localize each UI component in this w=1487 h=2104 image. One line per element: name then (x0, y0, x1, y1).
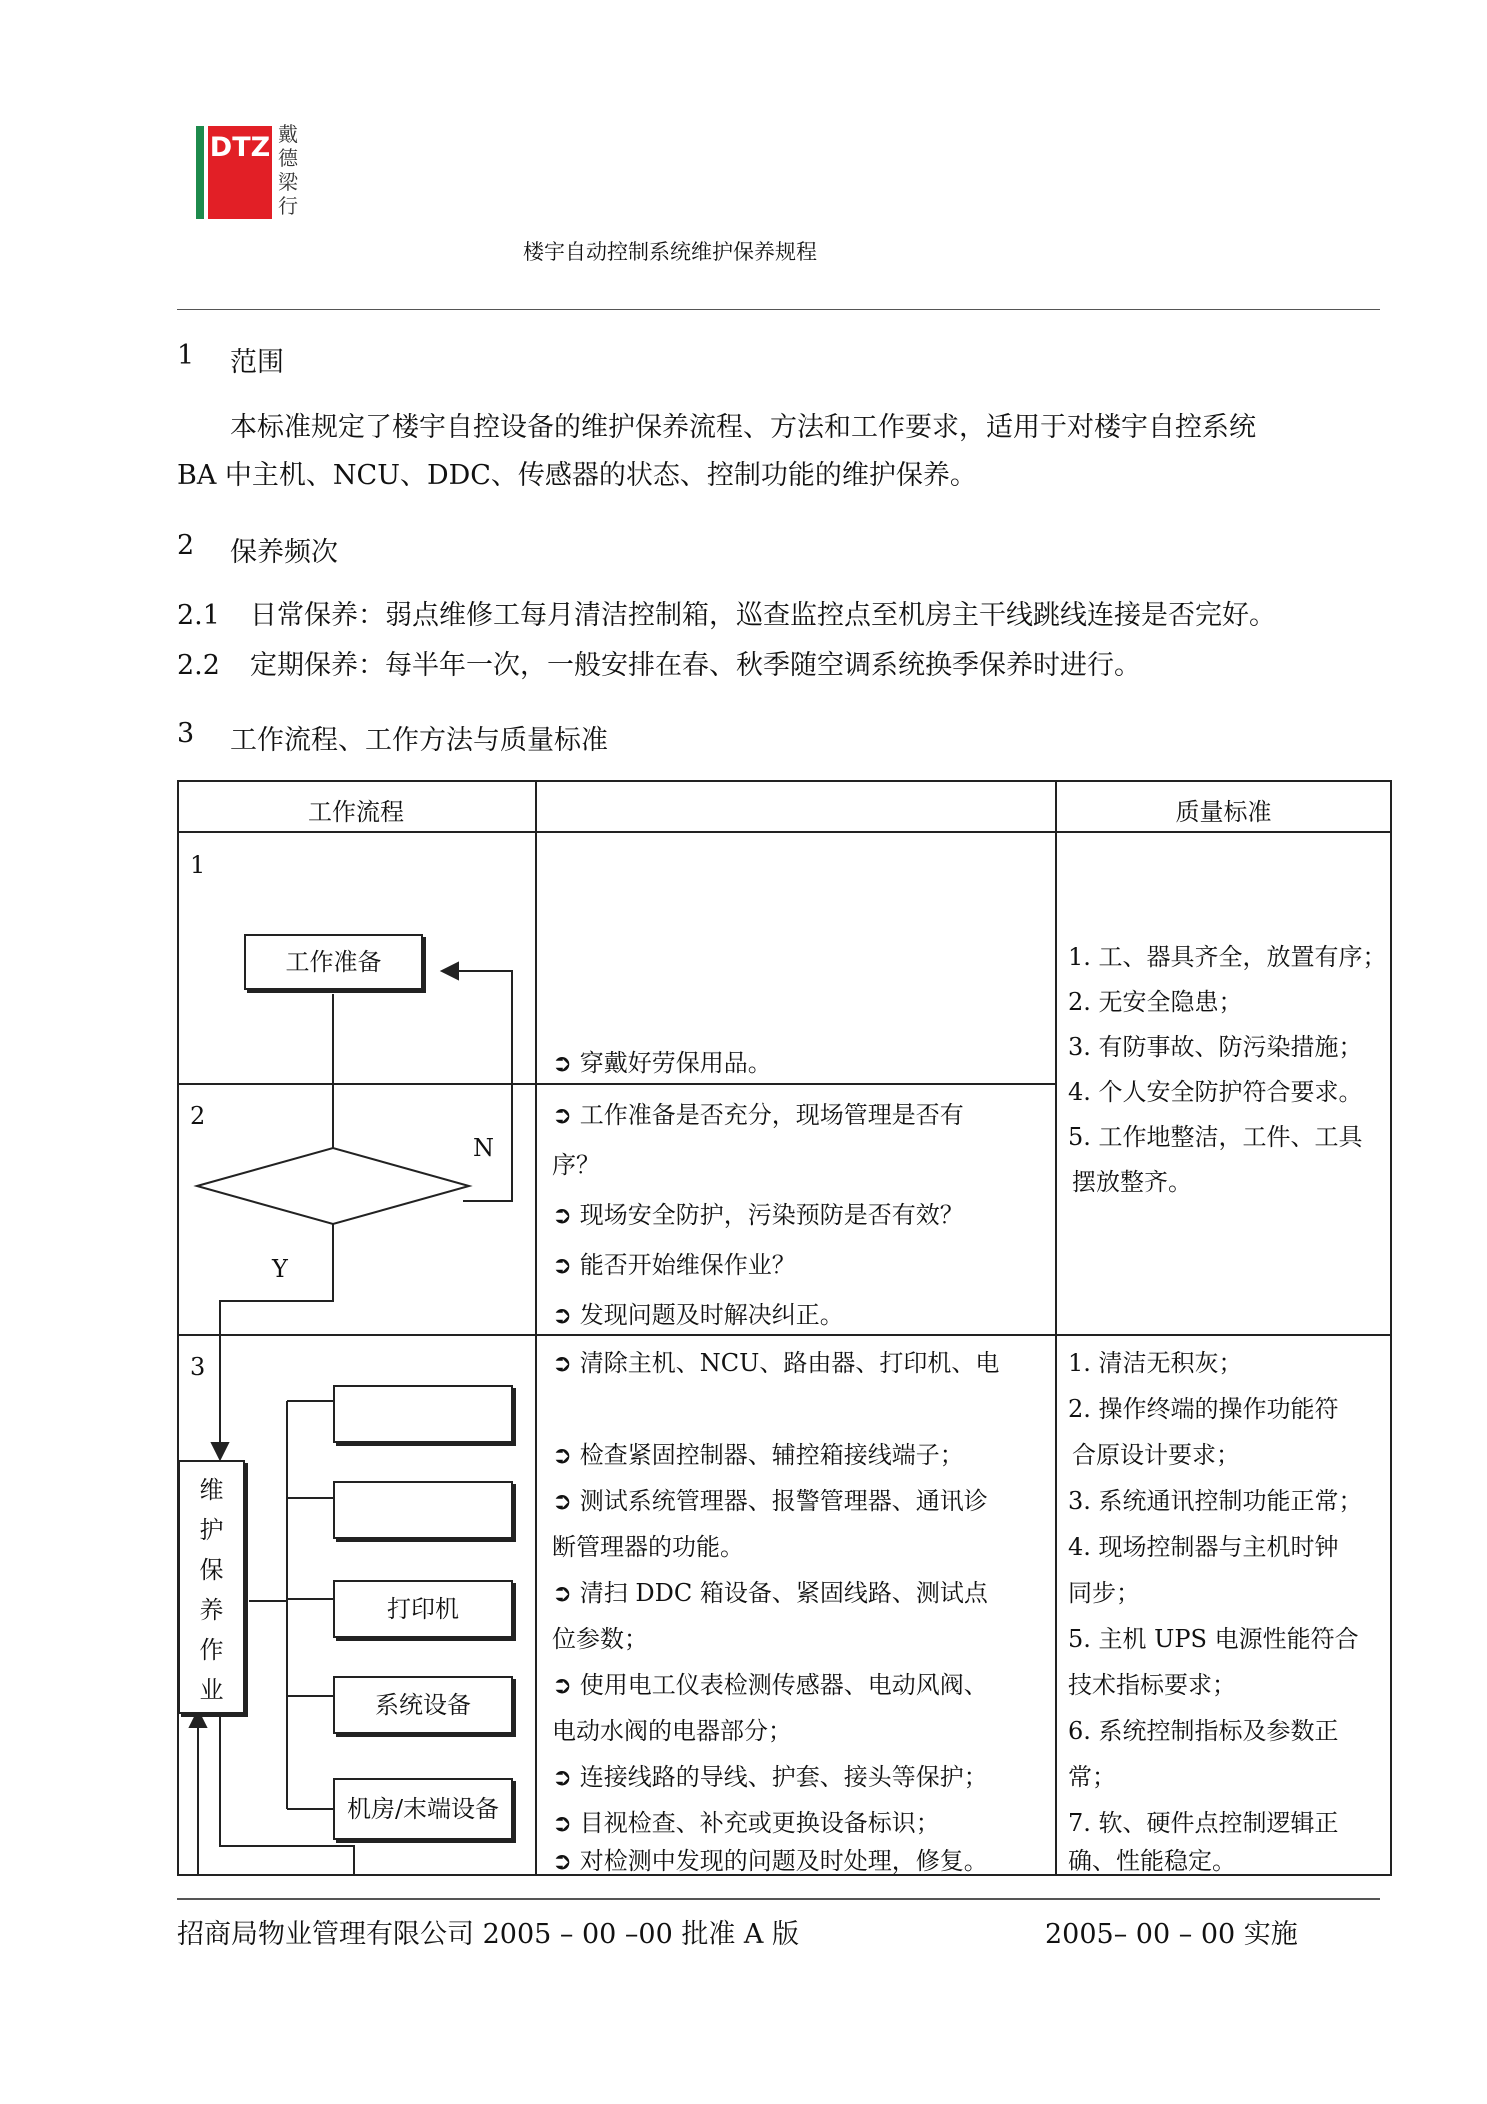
quality3-line: 1. 清洁无积灰； (1068, 1349, 1243, 1377)
flow-arrowhead-work (212, 1443, 228, 1459)
method3-line: ➲ 清扫 DDC 箱设备、紧固线路、测试点 (552, 1579, 988, 1607)
decision-diamond (197, 1148, 469, 1224)
section3-number: 3 (177, 718, 195, 749)
flow-box-prep (244, 934, 423, 990)
quality1-line: 5. 工作地整洁，工件、工具 (1068, 1123, 1363, 1151)
flow-box-system (333, 1676, 513, 1734)
vertical-char: 维 (199, 1476, 224, 1504)
section1-para2: BA 中主机、NCU、DDC、传感器的状态、控制功能的维护保养。 (177, 460, 977, 491)
flow-box-2 (333, 1481, 513, 1539)
row-number-3: 3 (190, 1353, 206, 1381)
quality1-line: 2. 无安全隐患； (1068, 988, 1243, 1016)
method2-line: ➲ 工作准备是否充分，现场管理是否有 (552, 1101, 964, 1129)
method3-line: ➲ 清除主机、NCU、路由器、打印机、电 (552, 1349, 1000, 1377)
vertical-char: 作 (199, 1636, 224, 1664)
item-2-2-number: 2.2 (177, 650, 220, 681)
quality1-line: 摆放整齐。 (1072, 1168, 1192, 1196)
quality3-line: 6. 系统控制指标及参数正 (1068, 1717, 1339, 1745)
header-divider (177, 309, 1380, 310)
method1-line: ➲ 穿戴好劳保用品。 (552, 1049, 772, 1077)
row-number-1: 1 (190, 851, 206, 879)
section2-title: 保养频次 (230, 537, 338, 568)
flow-box-1 (333, 1385, 513, 1443)
table-col-divider-1 (535, 780, 537, 1876)
footer-right: 2005– 00 – 00 实施 (1045, 1919, 1298, 1950)
logo (208, 126, 272, 219)
section1-title: 范围 (230, 347, 284, 378)
method2-line: ➲ 发现问题及时解决纠正。 (552, 1301, 844, 1329)
method3-line: ➲ 检查紧固控制器、辅控箱接线端子； (552, 1441, 964, 1469)
flow-arrowhead-prep (442, 963, 458, 979)
logo-green-bar (196, 126, 204, 219)
quality3-line: 确、性能稳定。 (1068, 1847, 1236, 1875)
quality1-line: 3. 有防事故、防污染措施； (1068, 1033, 1363, 1061)
flow-label-y: Y (272, 1255, 288, 1283)
method3-line: 断管理器的功能。 (552, 1533, 744, 1561)
table-col-divider-2 (1055, 780, 1057, 1876)
method2-line: 序？ (552, 1151, 600, 1179)
method2-line: ➲ 现场安全防护，污染预防是否有效？ (552, 1201, 964, 1229)
method2-line: ➲ 能否开始维保作业？ (552, 1251, 796, 1279)
flow-box-maintenance (178, 1460, 245, 1714)
section1-para1: 本标准规定了楼宇自控设备的维护保养流程、方法和工作要求，适用于对楼宇自控系统 (230, 412, 1256, 443)
method3-line: ➲ 目视检查、补充或更换设备标识； (552, 1809, 940, 1837)
vertical-char: 保 (199, 1556, 224, 1584)
quality3-line: 5. 主机 UPS 电源性能符合 (1068, 1625, 1359, 1653)
method3-line: ➲ 连接线路的导线、护套、接头等保护； (552, 1763, 988, 1791)
quality3-line: 4. 现场控制器与主机时钟 (1068, 1533, 1339, 1561)
quality3-line: 合原设计要求； (1072, 1441, 1240, 1469)
item-2-1: 日常保养：弱点维修工每月清洁控制箱，巡查监控点至机房主干线跳线连接是否完好。 (250, 600, 1276, 631)
logo-cn-text: 戴德梁行 (278, 122, 298, 218)
vertical-char: 养 (199, 1596, 224, 1624)
quality3-line: 2. 操作终端的操作功能符 (1068, 1395, 1339, 1423)
flow-box-printer-label: 打印机 (387, 1595, 459, 1623)
document-title: 楼宇自动控制系统维护保养规程 (523, 240, 817, 264)
flow-box-system-label: 系统设备 (375, 1691, 471, 1719)
item-2-1-number: 2.1 (177, 600, 220, 631)
section3-title: 工作流程、工作方法与质量标准 (230, 725, 608, 756)
method3-line: 位参数； (552, 1625, 648, 1653)
method3-line: ➲ 测试系统管理器、报警管理器、通讯诊 (552, 1487, 988, 1515)
method3-line: 电动水阀的电器部分； (552, 1717, 792, 1745)
header-flow: 工作流程 (308, 798, 404, 826)
quality1-line: 1. 工、器具齐全，放置有序； (1068, 943, 1387, 971)
quality3-line: 3. 系统通讯控制功能正常； (1068, 1487, 1363, 1515)
quality3-line: 常； (1068, 1763, 1116, 1791)
quality3-line: 技术指标要求； (1068, 1671, 1236, 1699)
flow-label-n: N (473, 1134, 494, 1162)
item-2-2: 定期保养：每半年一次，一般安排在春、秋季随空调系统换季保养时进行。 (250, 650, 1141, 681)
footer-divider (177, 1898, 1380, 1900)
footer-left: 招商局物业管理有限公司 2005 – 00 –00 批准 A 版 (177, 1919, 800, 1950)
logo-text: DTZ (209, 132, 271, 163)
flow-box-prep-label: 工作准备 (285, 948, 382, 976)
section1-number: 1 (177, 340, 195, 371)
flow-box-printer (333, 1580, 513, 1638)
flow-box-room-label: 机房/末端设备 (346, 1795, 500, 1823)
method3-line: ➲ 使用电工仪表检测传感器、电动风阀、 (552, 1671, 988, 1699)
vertical-char: 护 (199, 1516, 224, 1544)
quality3-line: 同步； (1068, 1579, 1140, 1607)
section2-number: 2 (177, 530, 195, 561)
vertical-char: 业 (199, 1676, 224, 1704)
method3-line: ➲ 对检测中发现的问题及时处理，修复。 (552, 1847, 988, 1875)
header-quality: 质量标准 (1175, 798, 1272, 826)
quality1-line: 4. 个人安全防护符合要求。 (1068, 1078, 1363, 1106)
quality3-line: 7. 软、硬件点控制逻辑正 (1068, 1809, 1339, 1837)
flow-box-room (333, 1778, 513, 1840)
row-number-2: 2 (190, 1102, 206, 1130)
